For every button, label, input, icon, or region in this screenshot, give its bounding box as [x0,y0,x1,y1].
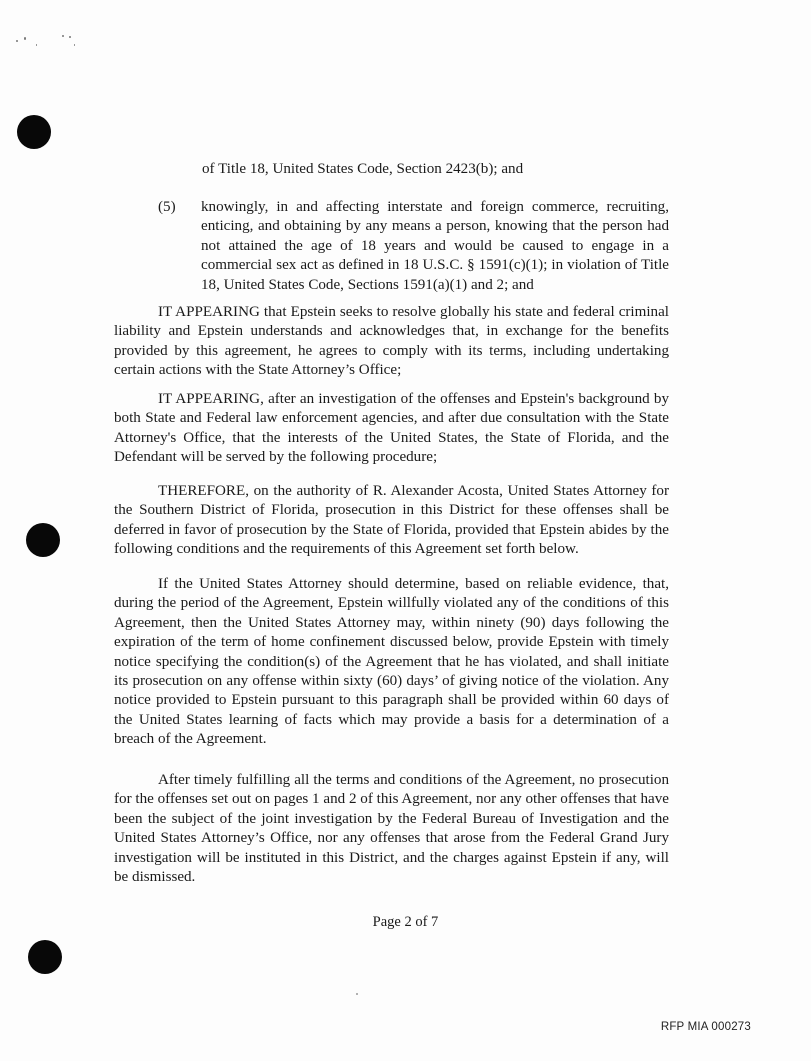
paragraph-5 [114,771,669,887]
paragraph-4 [114,575,669,750]
continued-line: of Title 18, United States Code, Section 2423(b); and [202,161,524,177]
paragraph-1 [114,303,669,381]
paragraph-text: THEREFORE, on the authority of R. Alexander Acosta, United States Attorney for the Southern District of Florida, prosecution in this District for these offenses shall be deferred in favor of prosecution by the State of Florida, provided that Epstein abides by the following conditions and the requirements of this Agreement set forth below. [114,483,669,558]
paragraph-text: IT APPEARING that Epstein seeks to resolve globally his state and federal criminal liability and Epstein understands and acknowledges that, in exchange for the benefits provided by this agreement, he agrees to comply with its terms, including undertaking certain actions with the State Attorney’s Office; [114,304,669,379]
list-item-text: knowingly, in and affecting interstate and foreign commerce, recruiting, enticing, and obtaining by any means a person, knowing that the person had not attained the age of 18 years and would be caused to engage in a commercial sex act as defined in 18 U.S.C. § 1591(c)(1); in violation of Title 18, United States Code, Sections 1591(a)(1) and 2; and [201,199,669,293]
punch-hole-top [17,115,51,149]
punch-hole-middle [26,523,60,557]
page-number: Page 2 of 7 [372,914,439,930]
scan-specks [14,32,84,52]
paragraph-3 [114,482,669,560]
list-item-number: (5) [158,199,176,215]
paragraph-2 [114,390,669,468]
bates-number: RFP MIA 000273 [660,1021,751,1033]
paragraph-text: If the United States Attorney should determine, based on reliable evidence, that, during the period of the Agreement, Epstein willfully violated any of the conditions of this Agreement, then the United States Attorney may, within ninety (90) days following the expiration of the term of home confinement discussed below, provide Epstein with timely notice specifying the condition(s) of the Agreement that he has violated, and shall initiate its prosecution on any offense within sixty (60) days’ of giving notice of the violation. Any notice provided to Epstein pursuant to this paragraph shall be provided within 60 days of the United States learning of facts which may provide a basis for a determination of a breach of the Agreement. [114,576,669,748]
paragraph-text: After timely fulfilling all the terms and conditions of the Agreement, no prosecution for the offenses set out on pages 1 and 2 of this Agreement, nor any other offenses that have been the subject of the joint investigation by the Federal Bureau of Investigation and the United States Attorney’s Office, nor any offenses that arose from the Federal Grand Jury investigation will be instituted in this District, and the charges against Epstein if any, will be dismissed. [114,772,669,886]
punch-hole-bottom [28,940,62,974]
paragraph-text: IT APPEARING, after an investigation of the offenses and Epstein's background by both State and Federal law enforcement agencies, and after due consultation with the State Attorney's Office, that the interests of the United States, the State of Florida, and the Defendant will be served by the following procedure; [114,391,669,466]
scan-dust [356,993,358,995]
